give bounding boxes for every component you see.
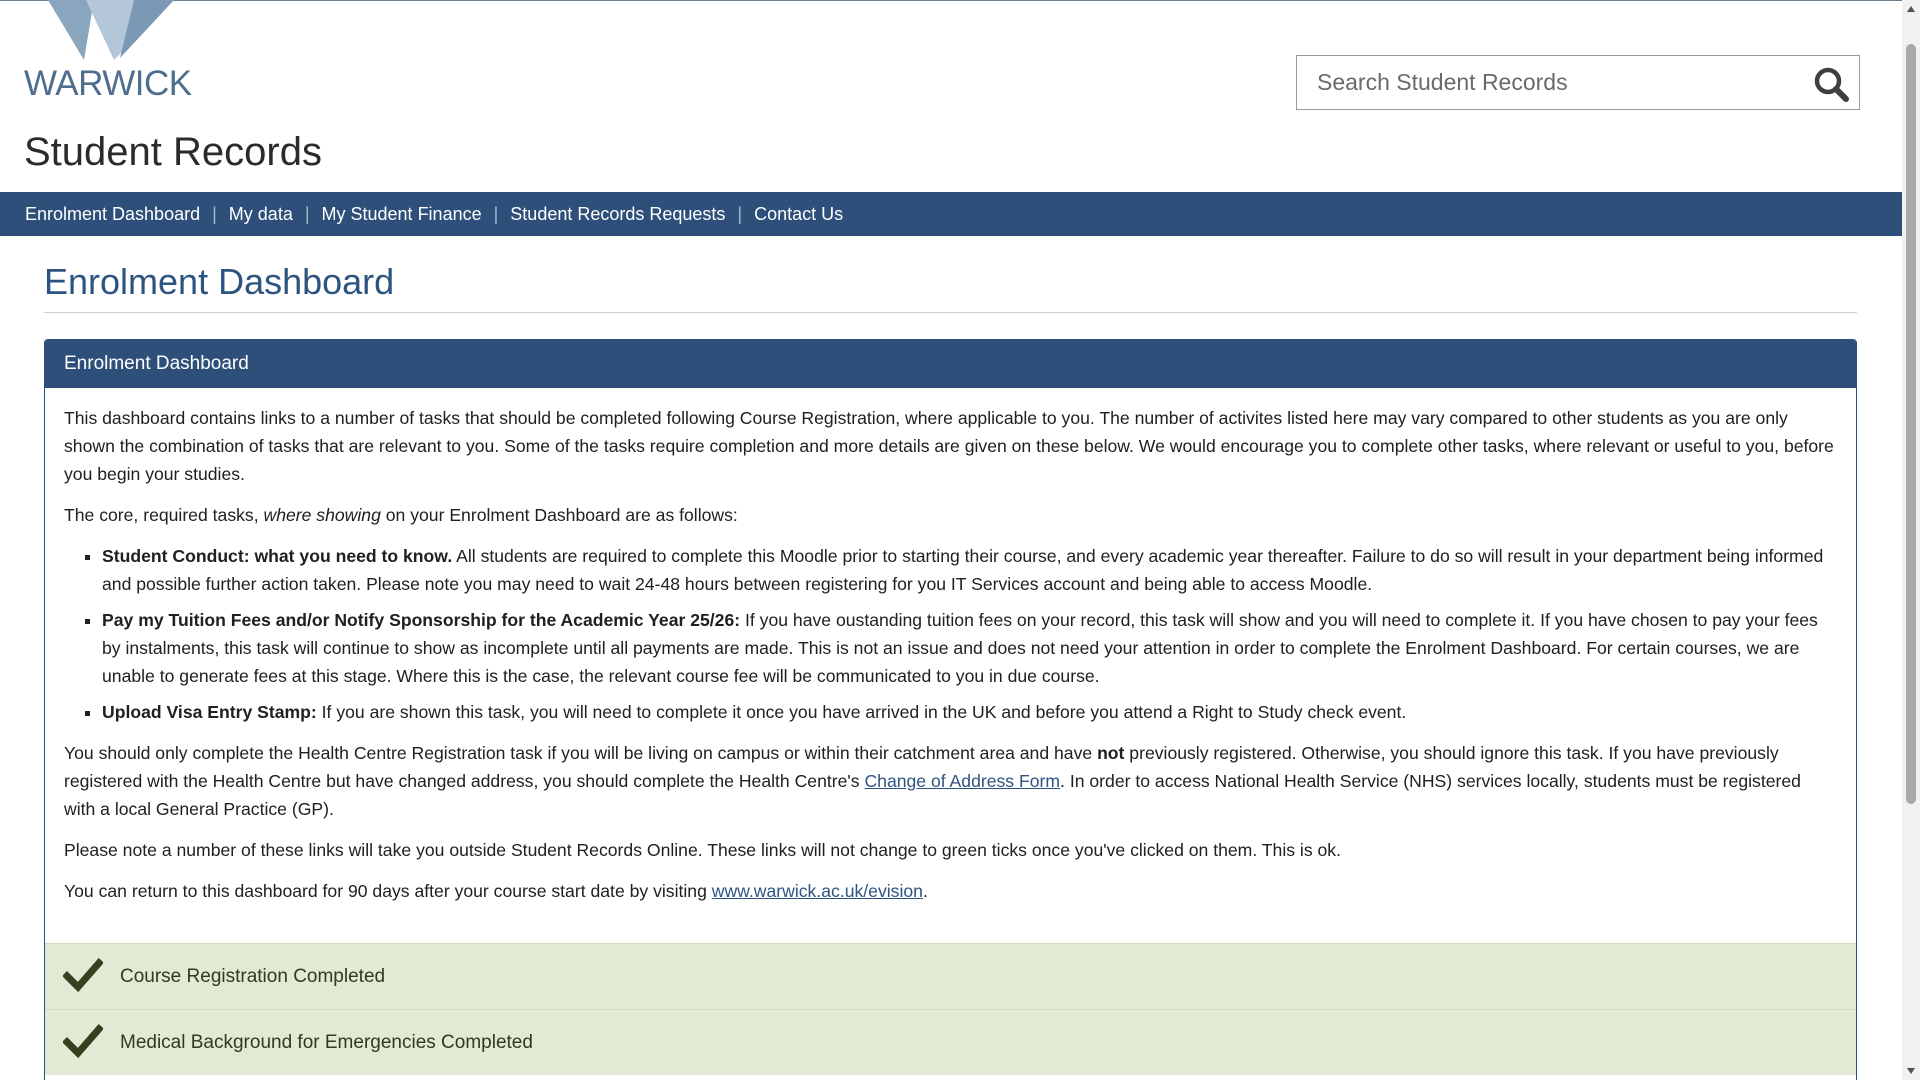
core-tasks-intro <box>64 501 1837 529</box>
bullet-text: All students are required to complete this Moodle prior to starting their course, and every academic year thereafter. Failure to do so will result in your department being informed and possible further action taken. Please note you may need to wait 24-48 hours between registering for you IT Services account and being able to access Moodle. <box>102 546 1824 594</box>
logo-wordmark: WARWICK <box>24 64 192 103</box>
nav-separator: | <box>493 203 499 224</box>
intro-paragraph: This dashboard contains links to a number of tasks that should be completed following Course Registration, where applicable to you. The number of activites listed here may vary compared to other students as you are only shown the combination of tasks that are relevant to you. Some of the tasks require completion and more details are given on these below. We would encourage you to complete other tasks, where relevant or useful to you, before you begin your studies. <box>64 408 1834 484</box>
nav-separator: | <box>212 203 217 224</box>
task-label: Medical Background for Emergencies Completed <box>120 1032 533 1053</box>
nav-item-contact-us[interactable]: Contact Us <box>754 203 844 224</box>
health-centre-paragraph <box>64 739 1837 823</box>
enrolment-panel <box>44 339 1857 1080</box>
search-input[interactable] <box>1297 56 1797 109</box>
heading-divider <box>44 312 1857 313</box>
nav-item-enrolment-dashboard[interactable]: Enrolment Dashboard <box>25 203 201 224</box>
checkmark-icon <box>63 1024 103 1058</box>
checkmark-icon <box>63 958 103 992</box>
task-list <box>45 943 1856 1075</box>
return-suffix: . <box>922 881 928 901</box>
health-bold: not <box>1097 743 1125 763</box>
bullet-text: If you are shown this task, you will need to complete it once you have arrived in the UK and before you attend a Right to Study check event. <box>316 702 1407 722</box>
core-emphasis: where showing <box>263 505 381 525</box>
nav-item-student-records-requests[interactable]: Student Records Requests <box>510 203 726 224</box>
bullet-title: Upload Visa Entry Stamp: <box>102 702 317 722</box>
scrollbar-thumb[interactable] <box>1906 44 1916 804</box>
task-medical-background[interactable] <box>45 1009 1856 1075</box>
main-nav <box>0 192 1902 236</box>
warwick-logo[interactable] <box>24 0 200 104</box>
links-note: Please note a number of these links will take you outside Student Records Online. These links will not change to green ticks once you've clicked on them. This is ok. <box>64 840 1341 860</box>
search-box <box>1296 55 1860 110</box>
top-border <box>0 0 1902 1</box>
site-title: Student Records <box>24 130 322 174</box>
task-course-registration[interactable] <box>45 943 1856 1009</box>
core-tasks-list <box>64 542 1837 726</box>
task-label: Course Registration Completed <box>120 966 386 987</box>
return-paragraph <box>64 877 1837 905</box>
scroll-up-arrow-icon[interactable] <box>1906 4 1916 14</box>
nav-separator: | <box>304 203 310 224</box>
panel-title: Enrolment Dashboard <box>45 340 1856 388</box>
bullet-text: If you have oustanding tuition fees on your record, this task will show and you will need to complete it. If you have chosen to pay your fees by instalments, this task will continue to show as incomplete until all payments are made. This is not an issue and does not need your attention in order to complete the Enrolment Dashboard. For certain courses, we are unable to generate fees at this stage. Where this is the case, the relevant course fee will be communicated to you in due course. <box>102 610 1818 686</box>
health-text-1: You should only complete the Health Centre Registration task if you will be living on campus or within their catchment area and have <box>64 743 1098 763</box>
panel-body <box>45 388 1856 905</box>
core-prefix: The core, required tasks, <box>64 505 264 525</box>
core-suffix: on your Enrolment Dashboard are as follows: <box>380 505 738 525</box>
warwick-crest-icon <box>24 0 200 64</box>
search-icon[interactable] <box>1813 66 1849 102</box>
bullet-title: Student Conduct: what you need to know. <box>102 546 453 566</box>
page-heading: Enrolment Dashboard <box>44 261 395 302</box>
health-text-2: previously registered. Otherwise, you should ignore this task. If you have previously registered with the Health Centre but have changed address, you should complete the Health Centre's <box>64 743 1779 791</box>
change-of-address-link[interactable]: Change of Address Form <box>864 771 1061 791</box>
list-item <box>102 698 1837 726</box>
nav-separator: | <box>737 203 743 224</box>
bullet-title: Pay my Tuition Fees and/or Notify Sponsorship for the Academic Year 25/26: <box>102 610 741 630</box>
nav-item-my-data[interactable]: My data <box>228 203 293 224</box>
list-item <box>102 542 1837 598</box>
scroll-down-arrow-icon[interactable] <box>1906 1066 1916 1076</box>
list-item <box>102 606 1837 690</box>
health-text-3: . In order to access National Health Service (NHS) services locally, students must be registered with a local General Practice (GP). <box>64 771 1801 819</box>
return-prefix: You can return to this dashboard for 90 days after your course start date by visiting <box>64 881 712 901</box>
evision-link[interactable]: www.warwick.ac.uk/evision <box>711 881 923 901</box>
nav-item-my-student-finance[interactable]: My Student Finance <box>321 203 482 224</box>
vertical-scrollbar[interactable] <box>1902 0 1920 1080</box>
